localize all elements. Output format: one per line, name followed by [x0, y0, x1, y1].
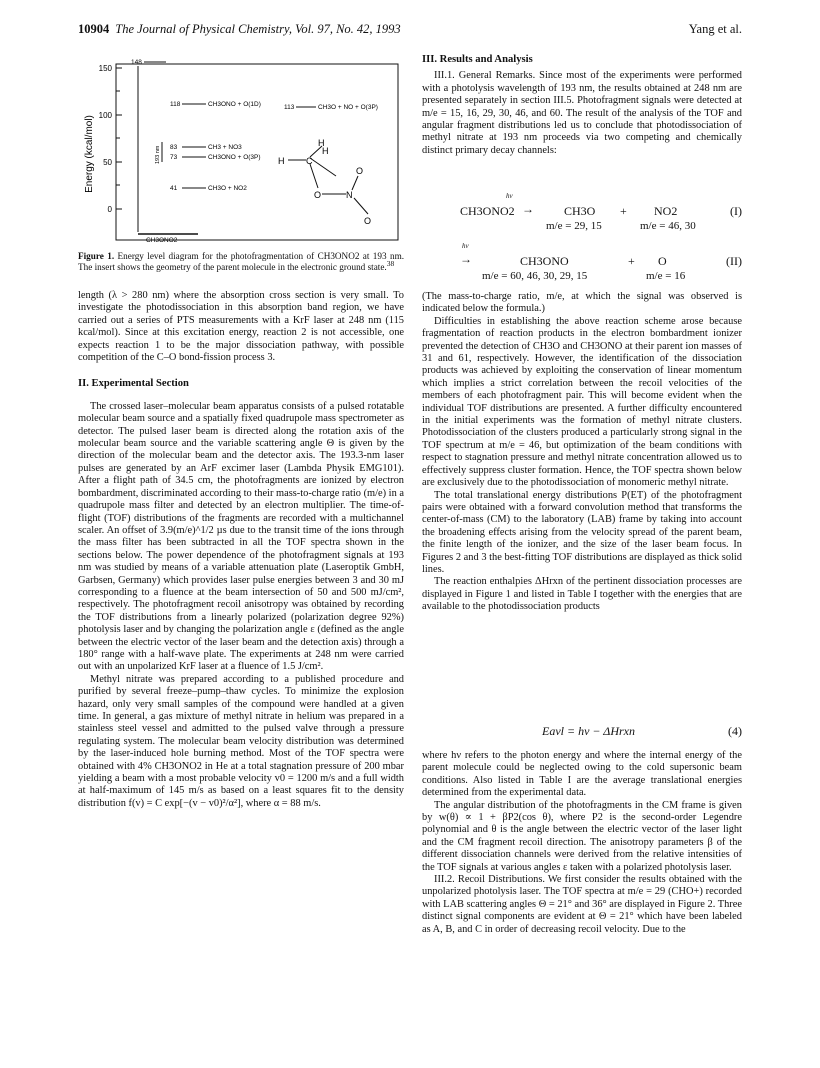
y-axis-label: Energy (kcal/mol): [84, 115, 95, 193]
level-label: CH3ONO + O(3P): [208, 154, 261, 161]
paragraph: (The mass-to-charge ratio, m/e, at which the signal was observed is indicated below the formula.): [422, 291, 742, 315]
level-value: 73: [170, 154, 178, 161]
paragraph: The total translational energy distributions P(ET) of the photofragment pairs were obtained with a forward convolution method that transforms the center-of-mass (CM) to the laboratory (LAB) frame by taking into account the broadening effects arising from the velocity spread of the parent beam, the finite length of the ionizer, and the size of the laser beam focus. In Figures 2 and 3 the best-fitting TOF distributions are displayed as thick solid lines.: [422, 489, 742, 575]
y-tick-label: 50: [103, 158, 112, 167]
y-tick-label: 100: [98, 111, 112, 120]
figure-1-caption: Figure 1. Energy level diagram for the photofragmentation of CH3ONO2 at 193 nm. The insert shows the geometry of the parent molecule in the electronic ground state.$^{38}$: [78, 251, 405, 272]
atom-label: H: [322, 146, 329, 156]
level-value: 83: [170, 144, 178, 151]
atom-label: O: [314, 190, 322, 200]
atom-label: O: [356, 166, 364, 176]
level-label: CH3ONO + O(1D): [208, 101, 261, 108]
equation-II: hν → CH3ONO + O (II) m/e = 60, 46, 30, 29, 15 m/e = 16: [460, 242, 742, 282]
paragraph: III.1. General Remarks. Since most of the experiments were performed with a photolysis wavelength of 193 nm, the results obtained at 248 nm are presented separately in section III.5. Photofragment signals were detected at m/e = 15, 16, 29, 30, 46, and 60. The result of the analysis of the TOF and angular fragment distributions led us to conclude that photodissociation of methyl nitrate at 193 nm proceeds via two competing and chemically distinct primary decay channels:: [422, 70, 742, 156]
paragraph: Difficulties in establishing the above reaction scheme arose because fragmentation of reaction products in the electron bombardment ionizer prevented the detection of CH3O and CH3ONO at their parent ion masses of 31 and 61, respectively. However, the identification of the dissociation products was achieved by exploiting the conservation of linear momentum which implies a strict correlation between the recoil velocities of the members of each photofragment pair. This will become evident when the individual TOF distributions are presented. A further difficulty encountered in the initial experiments was the formation of methyl nitrate clusters. Photodissociation of the clusters produced a particularly strong signal in the TOF spectrum at m/e = 46, but optimization of the beam conditions with respect to stagnation pressure and methyl nitrate concentration allowed us to effectively suppress cluster formation. Hence, the TOF spectra shown below are exclusively due to the photodissociation of monomeric methyl nitrate.: [422, 315, 742, 489]
right-column-middle: [422, 291, 742, 614]
equation-I: hν CH3ONO2 → CH3O + NO2 (I) m/e = 29, 15 m/e = 46, 30: [460, 192, 742, 232]
photon-energy-label: 193 nm: [155, 145, 161, 164]
paragraph: The angular distribution of the photofragments in the CM frame is given by w(θ) ∝ 1 + βP2(cos θ), where P2 is the second-order Legendre polynomial and θ is the angle between the electric vector of the laser light and the CM fragment recoil direction. The anisotropy parameters β of the different dissociation channels were derived from the relative intensities of the TOF signals at various angles ε taken with a polarized photolysis laser.: [422, 799, 742, 873]
level-value: 113: [284, 104, 295, 111]
atom-label: H: [318, 138, 325, 148]
journal-title: The Journal of Physical Chemistry, Vol. 97, No. 42, 1993: [115, 22, 401, 36]
level-label: CH3O + NO2: [208, 185, 247, 192]
equation-4: Eavl = hν − ΔHrxn (4): [542, 724, 742, 738]
level-value: 118: [170, 101, 181, 108]
atom-label: O: [364, 216, 372, 226]
y-tick-label: 0: [107, 205, 112, 214]
section-heading: III. Results and Analysis: [422, 54, 533, 65]
level-value: 148: [131, 59, 142, 66]
paragraph: length (λ > 280 nm) where the absorption cross section is very small. To investigate the photodissociation in this absorption band region, we have carried out a series of PTS measurements with a KrF laser at 248 nm (115 kcal/mol). Since at this excitation energy, reaction 2 is not accessible, one expects reaction 1 to be the major dissociation pathway, with possible competition of the C–O bond-fission process 3.: [78, 290, 404, 364]
atom-label: C: [306, 156, 313, 166]
atom-label: H: [278, 156, 285, 166]
section-heading: II. Experimental Section: [78, 378, 189, 390]
running-header: [78, 22, 742, 40]
running-author: Yang et al.: [688, 22, 742, 36]
level-value: 41: [170, 185, 178, 192]
paragraph: III.2. Recoil Distributions. We first consider the results obtained with the unpolarized photolysis laser. The TOF spectra at m/e = 29 (CHO+) recorded with LAB scattering angles Θ = 21° and 36° are displayed in Figure 2. Three distinct signal components are evident at Θ = 21° which have been labeled as A, B, and C in order of decreasing recoil velocity. Due to the: [422, 874, 742, 935]
paragraph: Methyl nitrate was prepared according to a published procedure and purified by several freeze–pump–thaw cycles. To minimize the explosion hazard, only very small samples of the compound were handled at a given time. In general, a gas mixture of methyl nitrate in helium was prepared in a stainless steel vessel and admitted to the pulsed valve through a pressure regulating system. The molecular beam velocity distribution was determined by the laser-induced hole burning method. Most of the TOF spectra were obtained with 4% CH3ONO2 in He at a total stagnation pressure of 200 mbar yielding a beam with a most probable velocity v0 = 1200 m/s and a full width at half-maximum of 145 m/s as based on a least squares fit to the density distribution f(v) = C exp[−(v − v0)²/α²], where α = 88 m/s.: [78, 673, 404, 809]
paragraph: The reaction enthalpies ΔHrxn of the pertinent dissociation processes are displayed in Figure 1 and listed in Table I together with the energies that are available to the photodissociation products: [422, 576, 742, 613]
left-column: [78, 290, 404, 810]
molecule-geometry-insert: [278, 138, 371, 226]
paragraph: where hν refers to the photon energy and where the internal energy of the parent molecule could be neglected owing to the cold supersonic beam conditions. Also listed in Table I are the average translational energies determined from the experimental data.: [422, 750, 742, 799]
level-label: CH3 + NO3: [208, 144, 242, 151]
atom-label: N: [346, 190, 353, 200]
page-number: 10904: [78, 22, 110, 36]
figure-1-energy-diagram: [78, 54, 404, 246]
y-tick-label: 150: [98, 64, 112, 73]
paragraph: The crossed laser–molecular beam apparatus consists of a pulsed rotatable molecular beam source and a spatially fixed quadrupole mass spectrometer as detector. The pulsed laser beam is directed along the rotation axis of the molecular beam source and the variable scattering angle Θ is given by the direction of the molecular beam and the detector axis. The 193.3-nm laser pulses are generated by an ArF excimer laser (Lambda Physik EMG101). After a flight path of 34.5 cm, the photofragments are ionized by electron bombardment, discriminated according to their mass-to-charge ratio (m/e) in a quadrupole mass filter and detected by an electron multiplier. The time-of-flight (TOF) distributions of the fragments are recorded with a multichannel scaler. An offset of 3.9(m/e)^1/2 µs due to the transit time of the ions through the mass filter has been subtracted in all the TOF spectra shown in the sections below. The power dependence of the photofragment signals at 193 nm was studied by means of a variable attenuation plate (Laseroptik GmbH, Garbsen, Germany) which provides laser pulse energies between 3 and 30 mJ corresponding to a fluence at the beam intersection of 50 and 500 mJ/cm², respectively. The photofragment recoil anisotropy was obtained by recording the TOF distributions from a linearly polarized (polarization degree 92%) photolysis laser and by changing the polarization angle ε (defined as the angle between the electric vector of the laser beam and the detection axis) through a 180° range with a half-wave plate. The experiments at 248 nm were carried out with an unpolarized KrF laser at a fluence of 1.5 J/cm².: [78, 400, 404, 673]
level-label: CH3O + NO + O(3P): [318, 104, 378, 111]
right-column-top: [422, 54, 742, 157]
right-column-bottom: [422, 750, 742, 936]
ground-state-label: CH3ONO2: [146, 237, 178, 244]
